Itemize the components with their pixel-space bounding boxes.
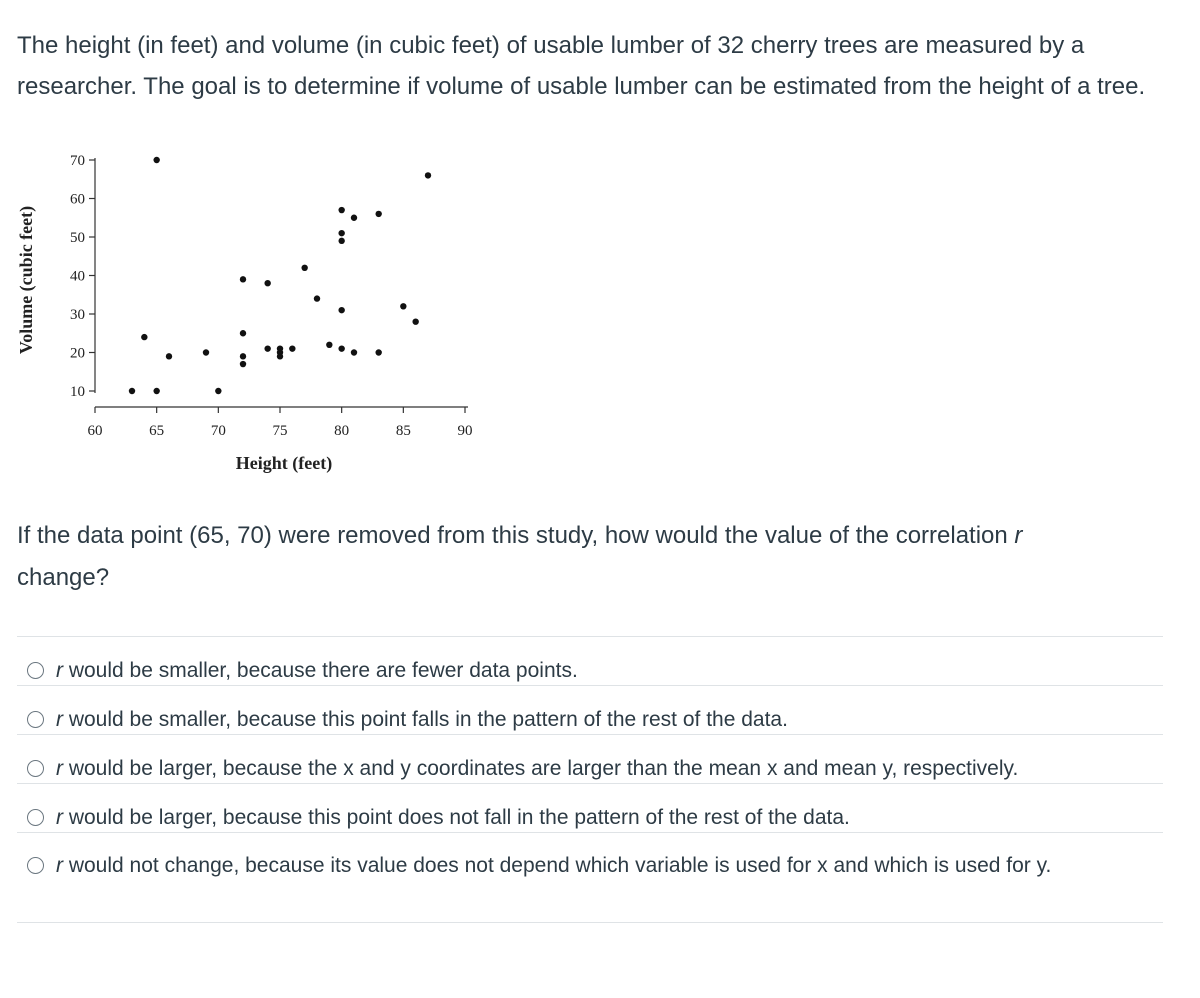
data-point — [338, 207, 344, 213]
answer-option-3[interactable]: r would be larger, because the x and y coordinates are larger than the mean x and mean y, respectively. — [17, 735, 1163, 784]
y-tick-label: 20 — [70, 345, 85, 362]
answer-text: would not change, because its value does not depend which variable is used for x and which is used for y. — [63, 854, 1052, 877]
data-point — [240, 276, 246, 282]
prompt-after: change? — [17, 564, 110, 591]
data-points — [129, 157, 431, 394]
x-tick-label: 65 — [149, 423, 165, 439]
data-point — [141, 334, 147, 340]
y-tick-label: 60 — [70, 191, 85, 208]
data-point — [375, 349, 381, 355]
data-point — [277, 353, 283, 359]
data-point — [351, 349, 357, 355]
answer-text: would be larger, because this point does not fall in the pattern of the rest of the data. — [63, 806, 850, 829]
data-point — [129, 388, 135, 394]
answer-option-2[interactable]: r would be smaller, because this point falls in the pattern of the rest of the data. — [17, 686, 1163, 735]
radio-button[interactable] — [27, 809, 44, 826]
data-point — [264, 280, 270, 286]
data-point — [301, 265, 307, 271]
answer-option-1[interactable]: r would be smaller, because there are fewer data points. — [17, 637, 1163, 686]
data-point — [326, 342, 332, 348]
data-point — [264, 345, 270, 351]
x-tick-label: 60 — [87, 423, 103, 439]
data-point — [412, 319, 418, 325]
data-point — [375, 211, 381, 217]
answer-text: would be larger, because the x and y coordinates are larger than the mean x and mean y, respectively. — [63, 757, 1019, 780]
data-point — [338, 345, 344, 351]
data-point — [153, 157, 159, 163]
data-point — [215, 388, 221, 394]
radio-button[interactable] — [27, 662, 44, 679]
y-tick-label: 30 — [70, 307, 85, 323]
data-point — [338, 238, 344, 244]
data-point — [425, 172, 431, 178]
data-point — [400, 303, 406, 309]
y-tick-label: 40 — [70, 268, 85, 285]
x-tick-label: 70 — [210, 423, 226, 439]
answer-option-5[interactable]: r would not change, because its value does not depend which variable is used for x and which is used for y. — [17, 833, 1163, 923]
radio-button[interactable] — [27, 857, 44, 874]
x-tick-label: 85 — [395, 423, 411, 439]
data-point — [289, 345, 295, 351]
data-point — [203, 349, 209, 355]
data-point — [166, 353, 172, 359]
data-point — [338, 230, 344, 236]
data-point — [240, 353, 246, 359]
data-point — [314, 295, 320, 301]
answer-text: would be smaller, because this point falls in the pattern of the rest of the data. — [63, 708, 788, 731]
data-point — [153, 388, 159, 394]
data-point — [240, 330, 246, 336]
y-axis-title: Volume (cubic feet) — [16, 205, 36, 355]
data-point — [338, 307, 344, 313]
y-tick-label: 10 — [70, 384, 85, 400]
radio-button[interactable] — [27, 760, 44, 777]
question-intro: The height (in feet) and volume (in cubic feet) of usable lumber of 32 cherry trees are measured by a researcher. The goal is to determine if volume of usable lumber can be estimated from the height of a tree. — [17, 32, 1146, 100]
x-tick-label: 75 — [272, 423, 288, 439]
answer-text: would be smaller, because there are fewer data points. — [63, 659, 578, 682]
x-axis-title: Height (feet) — [235, 453, 333, 473]
question-prompt: If the data point (65, 70) were removed from this study, how would the value of the correlation r change? — [17, 522, 1023, 591]
scatter-chart — [8, 140, 498, 485]
answer-option-4[interactable]: r would be larger, because this point does not fall in the pattern of the rest of the data. — [17, 784, 1163, 833]
x-axis — [88, 407, 473, 439]
data-point — [351, 215, 357, 221]
x-tick-label: 90 — [457, 423, 473, 439]
prompt-variable: r — [1014, 522, 1023, 549]
x-tick-label: 80 — [334, 423, 350, 439]
data-point — [240, 361, 246, 367]
answer-list — [17, 636, 1163, 923]
radio-button[interactable] — [27, 711, 44, 728]
data-point — [277, 345, 283, 351]
y-tick-label: 50 — [70, 230, 85, 246]
y-axis — [70, 153, 95, 400]
y-tick-label: 70 — [70, 153, 85, 169]
